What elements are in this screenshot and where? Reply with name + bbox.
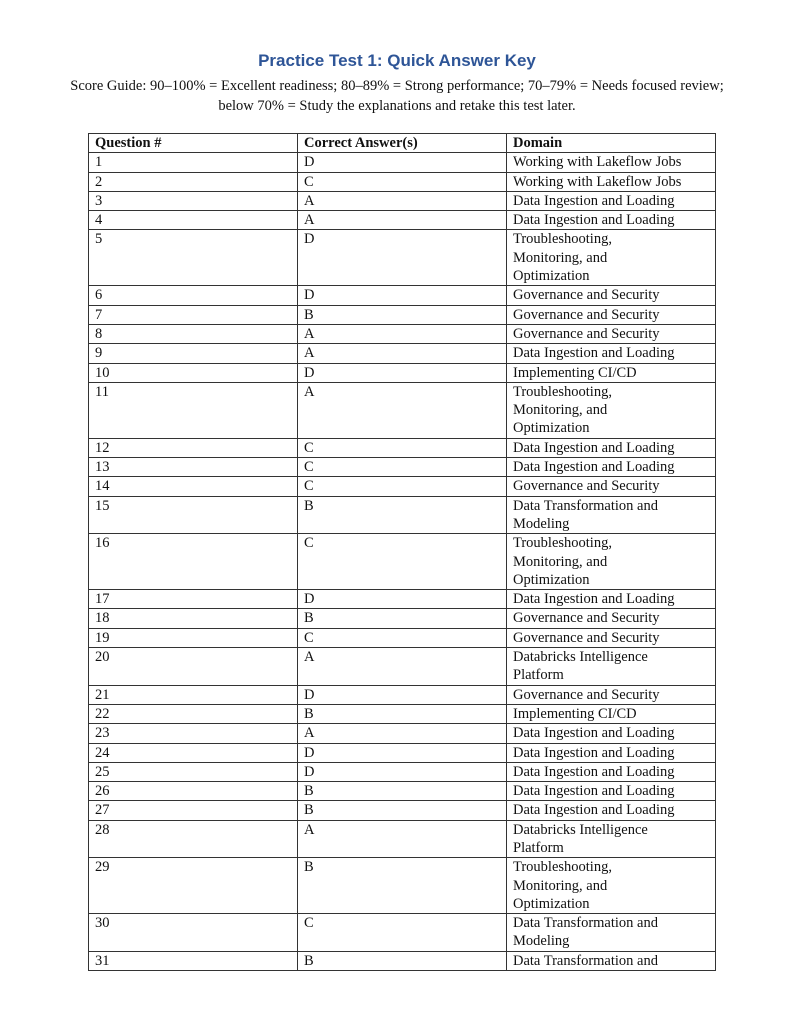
correct-answer-cell: A xyxy=(298,820,507,858)
domain-cell: Data Ingestion and Loading xyxy=(507,191,716,210)
answer-rows xyxy=(89,153,716,971)
correct-answer-cell: B xyxy=(298,782,507,801)
table-row xyxy=(89,153,716,172)
domain-cell: Governance and Security xyxy=(507,324,716,343)
table-row xyxy=(89,230,716,286)
table-row xyxy=(89,363,716,382)
table-row xyxy=(89,590,716,609)
header-domain: Domain xyxy=(507,134,716,153)
correct-answer-cell: D xyxy=(298,230,507,286)
correct-answer-cell: C xyxy=(298,477,507,496)
domain-cell: Data Ingestion and Loading xyxy=(507,458,716,477)
table-row xyxy=(89,762,716,781)
correct-answer-cell: D xyxy=(298,590,507,609)
correct-answer-cell: A xyxy=(298,382,507,438)
table-row xyxy=(89,305,716,324)
correct-answer-cell: C xyxy=(298,172,507,191)
table-row xyxy=(89,172,716,191)
domain-cell: Implementing CI/CD xyxy=(507,704,716,723)
table-row xyxy=(89,496,716,534)
question-number-cell: 22 xyxy=(89,704,298,723)
domain-cell: Troubleshooting, Monitoring, and Optimization xyxy=(507,382,716,438)
domain-cell: Data Transformation and Modeling xyxy=(507,914,716,952)
domain-cell: Implementing CI/CD xyxy=(507,363,716,382)
question-number-cell: 3 xyxy=(89,191,298,210)
domain-cell: Governance and Security xyxy=(507,305,716,324)
question-number-cell: 6 xyxy=(89,286,298,305)
question-number-cell: 16 xyxy=(89,534,298,590)
correct-answer-cell: B xyxy=(298,801,507,820)
domain-cell: Data Ingestion and Loading xyxy=(507,782,716,801)
question-number-cell: 10 xyxy=(89,363,298,382)
domain-cell: Data Ingestion and Loading xyxy=(507,211,716,230)
table-row xyxy=(89,438,716,457)
domain-cell: Data Ingestion and Loading xyxy=(507,762,716,781)
question-number-cell: 11 xyxy=(89,382,298,438)
domain-cell: Troubleshooting, Monitoring, and Optimization xyxy=(507,534,716,590)
correct-answer-cell: D xyxy=(298,153,507,172)
correct-answer-cell: C xyxy=(298,914,507,952)
correct-answer-cell: B xyxy=(298,305,507,324)
correct-answer-cell: C xyxy=(298,458,507,477)
domain-cell: Data Ingestion and Loading xyxy=(507,590,716,609)
table-row xyxy=(89,609,716,628)
question-number-cell: 15 xyxy=(89,496,298,534)
domain-cell: Governance and Security xyxy=(507,286,716,305)
table-row xyxy=(89,724,716,743)
correct-answer-cell: B xyxy=(298,609,507,628)
correct-answer-cell: A xyxy=(298,324,507,343)
table-row xyxy=(89,743,716,762)
question-number-cell: 12 xyxy=(89,438,298,457)
header-correct-answer: Correct Answer(s) xyxy=(298,134,507,153)
domain-cell: Governance and Security xyxy=(507,628,716,647)
question-number-cell: 28 xyxy=(89,820,298,858)
table-row xyxy=(89,324,716,343)
correct-answer-cell: C xyxy=(298,628,507,647)
question-number-cell: 23 xyxy=(89,724,298,743)
domain-cell: Data Transformation and Modeling xyxy=(507,496,716,534)
table-row xyxy=(89,628,716,647)
page-title: Practice Test 1: Quick Answer Key xyxy=(258,51,536,70)
question-number-cell: 18 xyxy=(89,609,298,628)
question-number-cell: 20 xyxy=(89,648,298,686)
correct-answer-cell: B xyxy=(298,704,507,723)
question-number-cell: 4 xyxy=(89,211,298,230)
question-number-cell: 24 xyxy=(89,743,298,762)
question-number-cell: 14 xyxy=(89,477,298,496)
question-number-cell: 13 xyxy=(89,458,298,477)
correct-answer-cell: A xyxy=(298,211,507,230)
table-row xyxy=(89,458,716,477)
correct-answer-cell: D xyxy=(298,762,507,781)
table-row xyxy=(89,344,716,363)
question-number-cell: 31 xyxy=(89,951,298,970)
table-row xyxy=(89,801,716,820)
question-number-cell: 19 xyxy=(89,628,298,647)
correct-answer-cell: D xyxy=(298,743,507,762)
domain-cell: Data Transformation and xyxy=(507,951,716,970)
question-number-cell: 21 xyxy=(89,685,298,704)
correct-answer-cell: B xyxy=(298,858,507,914)
correct-answer-cell: A xyxy=(298,648,507,686)
correct-answer-cell: C xyxy=(298,534,507,590)
question-number-cell: 8 xyxy=(89,324,298,343)
question-number-cell: 26 xyxy=(89,782,298,801)
domain-cell: Data Ingestion and Loading xyxy=(507,344,716,363)
table-row xyxy=(89,211,716,230)
correct-answer-cell: D xyxy=(298,286,507,305)
domain-cell: Databricks Intelligence Platform xyxy=(507,648,716,686)
correct-answer-cell: A xyxy=(298,191,507,210)
table-row xyxy=(89,286,716,305)
question-number-cell: 7 xyxy=(89,305,298,324)
domain-cell: Troubleshooting, Monitoring, and Optimization xyxy=(507,858,716,914)
correct-answer-cell: D xyxy=(298,685,507,704)
table-row xyxy=(89,782,716,801)
table-row xyxy=(89,191,716,210)
question-number-cell: 1 xyxy=(89,153,298,172)
table-row xyxy=(89,685,716,704)
correct-answer-cell: A xyxy=(298,344,507,363)
domain-cell: Governance and Security xyxy=(507,477,716,496)
table-row xyxy=(89,951,716,970)
correct-answer-cell: D xyxy=(298,363,507,382)
domain-cell: Data Ingestion and Loading xyxy=(507,438,716,457)
score-guide: Score Guide: 90–100% = Excellent readiness; 80–89% = Strong performance; 70–79% = Needs focused review; below 70% = Study the explanations and retake this test later. xyxy=(70,78,724,114)
table-row xyxy=(89,382,716,438)
header-question-number: Question # xyxy=(89,134,298,153)
domain-cell: Data Ingestion and Loading xyxy=(507,801,716,820)
question-number-cell: 27 xyxy=(89,801,298,820)
domain-cell: Working with Lakeflow Jobs xyxy=(507,153,716,172)
table-row xyxy=(89,820,716,858)
question-number-cell: 2 xyxy=(89,172,298,191)
table-header-row xyxy=(89,134,716,153)
table-row xyxy=(89,534,716,590)
domain-cell: Governance and Security xyxy=(507,609,716,628)
answer-key-table xyxy=(88,133,716,971)
correct-answer-cell: B xyxy=(298,496,507,534)
table-row xyxy=(89,477,716,496)
domain-cell: Databricks Intelligence Platform xyxy=(507,820,716,858)
domain-cell: Working with Lakeflow Jobs xyxy=(507,172,716,191)
question-number-cell: 17 xyxy=(89,590,298,609)
table-row xyxy=(89,648,716,686)
domain-cell: Governance and Security xyxy=(507,685,716,704)
question-number-cell: 25 xyxy=(89,762,298,781)
table-row xyxy=(89,858,716,914)
correct-answer-cell: B xyxy=(298,951,507,970)
table-row xyxy=(89,914,716,952)
question-number-cell: 29 xyxy=(89,858,298,914)
correct-answer-cell: A xyxy=(298,724,507,743)
question-number-cell: 9 xyxy=(89,344,298,363)
domain-cell: Troubleshooting, Monitoring, and Optimization xyxy=(507,230,716,286)
domain-cell: Data Ingestion and Loading xyxy=(507,724,716,743)
correct-answer-cell: C xyxy=(298,438,507,457)
table-row xyxy=(89,704,716,723)
question-number-cell: 5 xyxy=(89,230,298,286)
domain-cell: Data Ingestion and Loading xyxy=(507,743,716,762)
question-number-cell: 30 xyxy=(89,914,298,952)
